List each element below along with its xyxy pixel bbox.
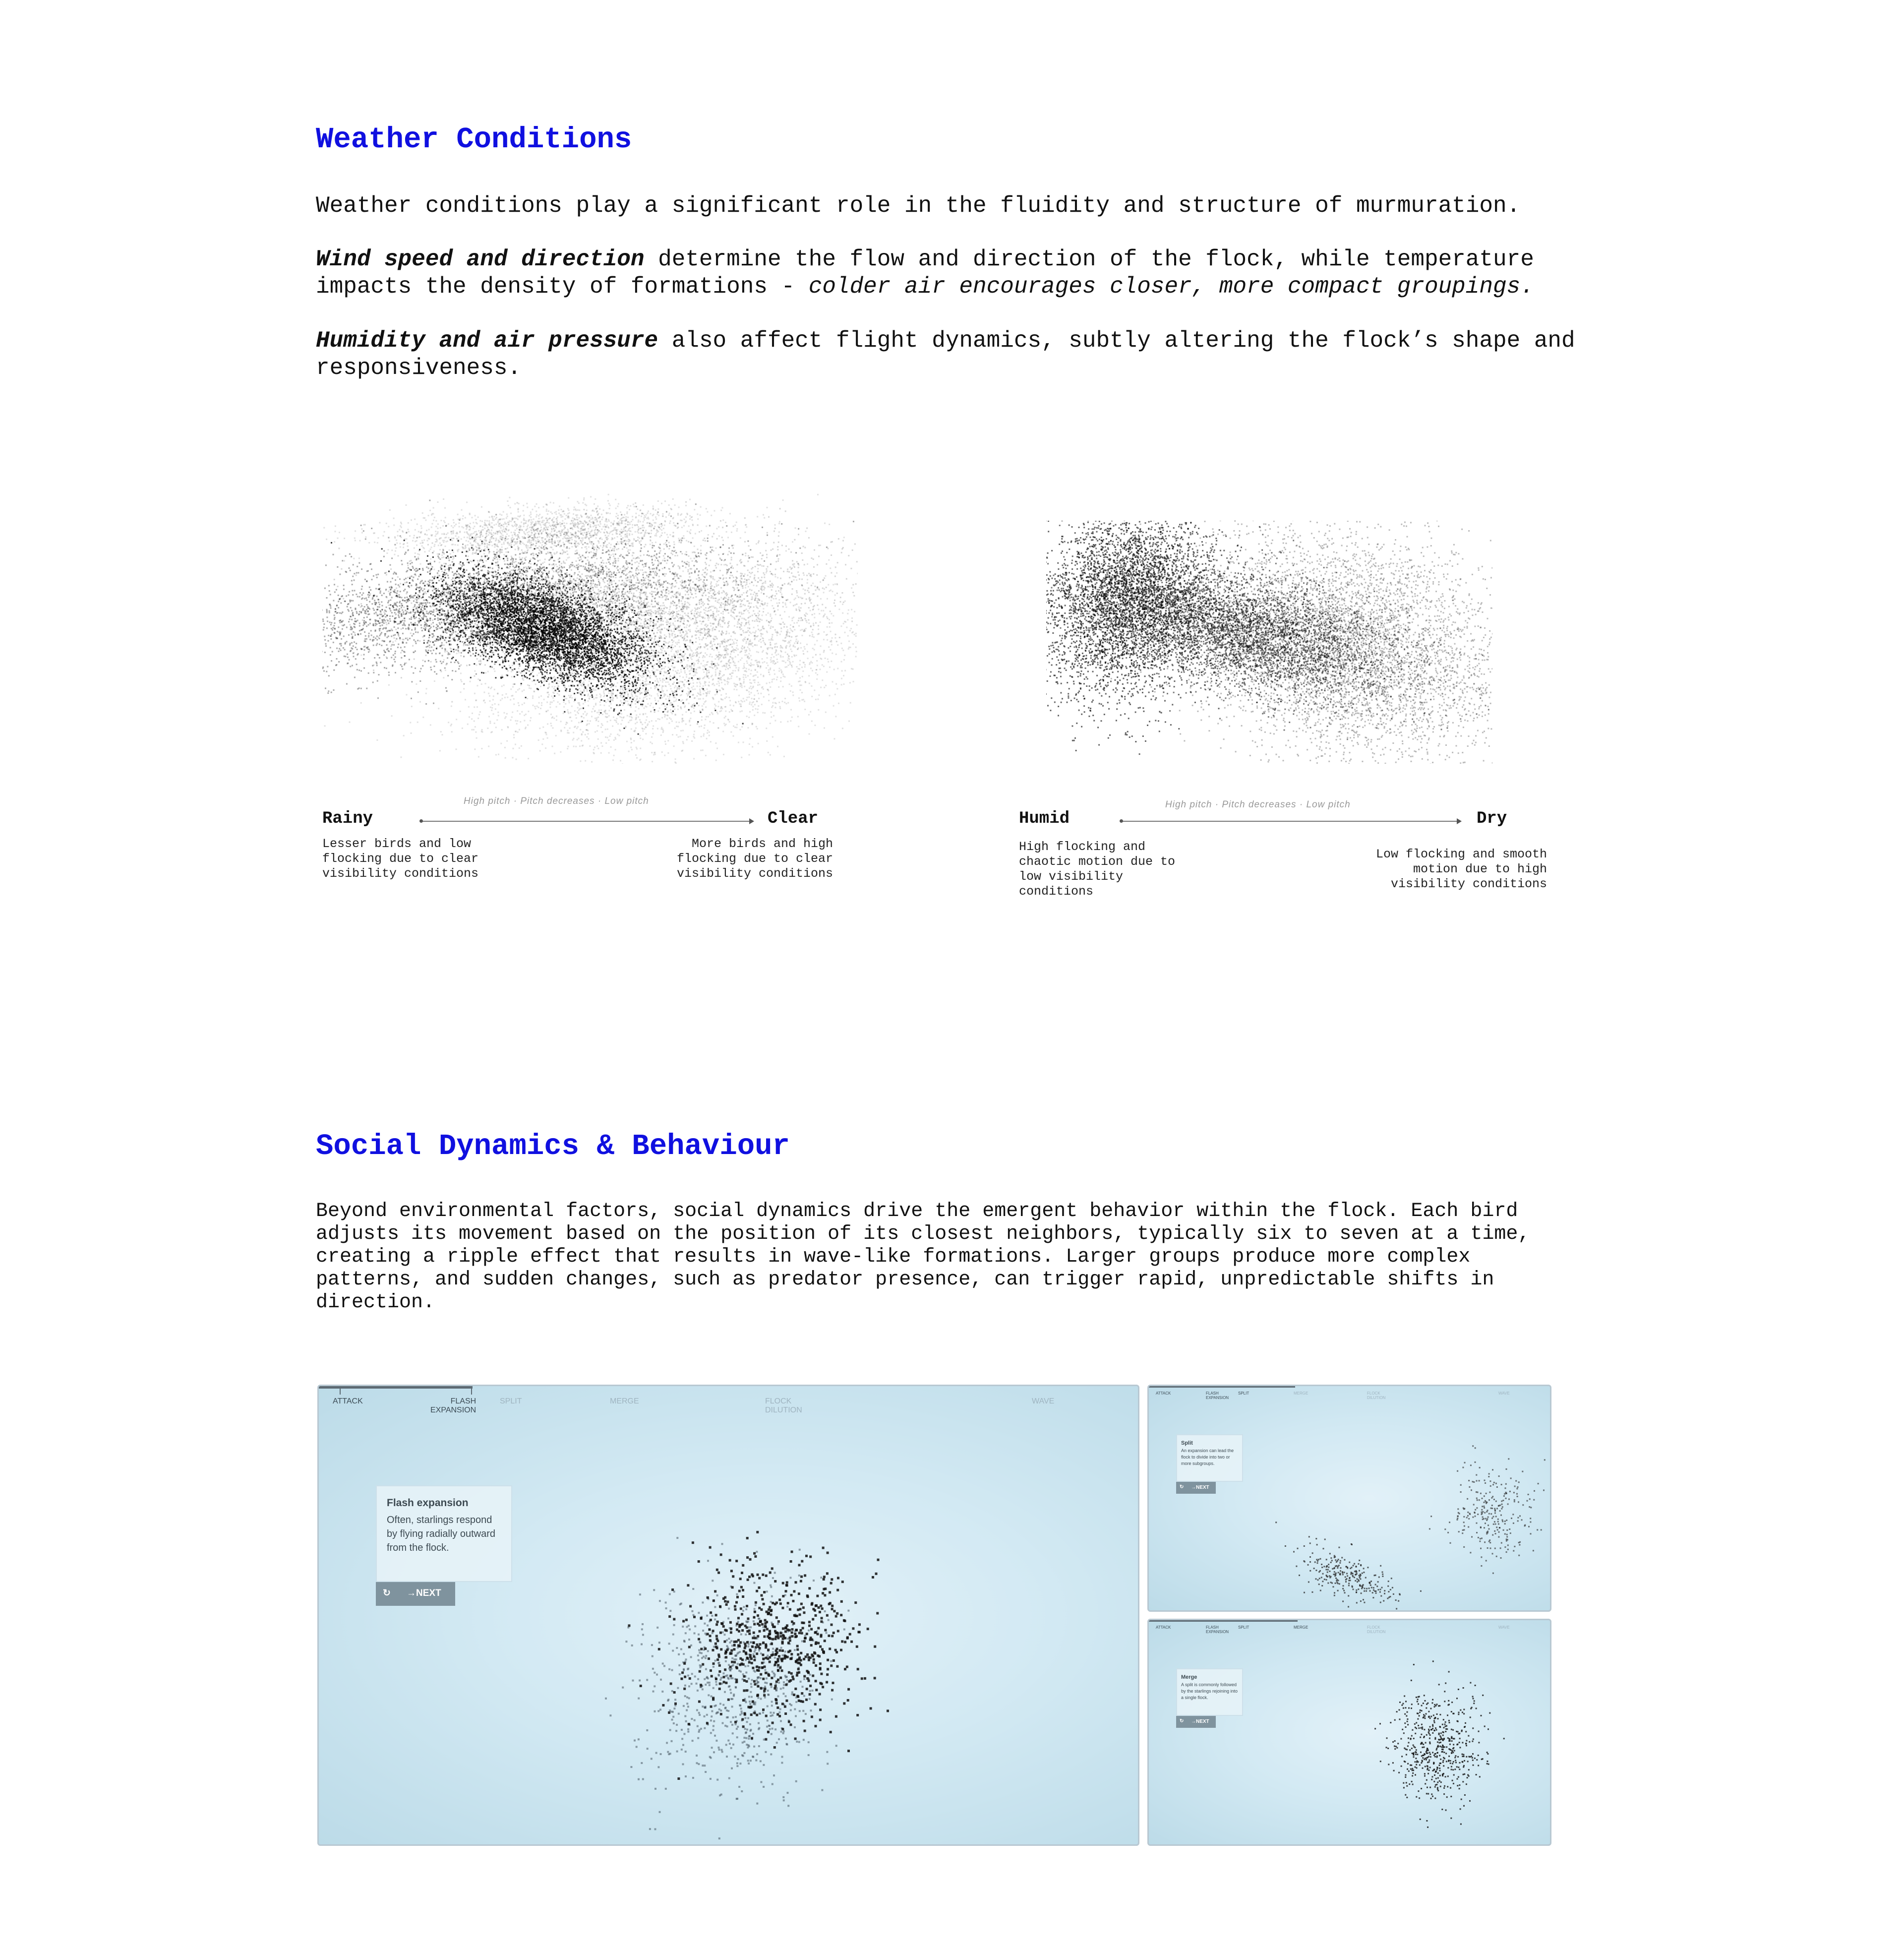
phase-merge[interactable]: MERGE (1294, 1625, 1308, 1630)
dry-description: Low flocking and smooth motion due to high visibility conditions (1334, 847, 1547, 892)
phase-flash-expansion[interactable]: FLASH EXPANSION (1206, 1625, 1229, 1634)
merge-flock (1149, 1620, 1550, 1844)
phase-split[interactable]: SPLIT (500, 1397, 522, 1406)
phase-merge[interactable]: MERGE (610, 1397, 639, 1406)
rainy-description: Lesser birds and low flocking due to clear visibility conditions (322, 837, 521, 881)
phase-wave[interactable]: WAVE (1032, 1397, 1054, 1406)
rainy-clear-flock-illustration (322, 491, 858, 764)
humid-description: High flocking and chaotic motion due to low visibility conditions (1019, 840, 1227, 899)
phase-flock-dilution[interactable]: FLOCK DILUTION (765, 1397, 802, 1415)
humid-label: Humid (1019, 809, 1070, 828)
phase-attack[interactable]: ATTACK (1156, 1391, 1171, 1396)
weather-intro: Weather conditions play a significant role in the fluidity and structure of murmuration. (316, 192, 1605, 220)
phase-flock-dilution[interactable]: FLOCK DILUTION (1367, 1625, 1385, 1634)
flash-expansion-simulation-panel[interactable] (317, 1385, 1139, 1846)
info-card-text: Often, starlings respond by flying radially outward from the flock. (387, 1513, 501, 1555)
rainy-pitch-caption: High pitch · Pitch decreases · Low pitch (464, 796, 649, 807)
split-flock (1149, 1386, 1550, 1610)
next-label: →NEXT (407, 1588, 441, 1599)
wind-emphasis: Wind speed and direction (316, 246, 645, 272)
next-label: →NEXT (1191, 1485, 1209, 1490)
phase-attack[interactable]: ATTACK (333, 1397, 363, 1406)
replay-icon[interactable]: ↻ (1180, 1484, 1184, 1490)
rainy-label: Rainy (322, 809, 373, 828)
phase-attack[interactable]: ATTACK (1156, 1625, 1171, 1630)
info-card-title: Split (1181, 1440, 1238, 1446)
phase-split[interactable]: SPLIT (1238, 1625, 1249, 1630)
social-paragraph: Beyond environmental factors, social dynamics drive the emergent behavior within the flock. Each bird adjusts its movement based on the position of its closest neighbors, typically six to seven at a time, creating a ripple effect that results in wave-like formations. Larger groups produce more complex patterns, and sudden changes, such as predator presence, can trigger rapid, unpredictable shifts in direction. (316, 1200, 1585, 1314)
phase-flash-expansion[interactable]: FLASH EXPANSION (1206, 1391, 1229, 1400)
weather-wind-paragraph (316, 246, 1555, 301)
clear-description: More birds and high flocking due to clear visibility conditions (635, 837, 833, 881)
rainy-clear-scale-arrow (421, 821, 751, 822)
humid-pitch-caption: High pitch · Pitch decreases · Low pitch (1165, 799, 1351, 810)
phase-flock-dilution[interactable]: FLOCK DILUTION (1367, 1391, 1385, 1400)
info-card-text: A split is commonly followed by the starlings rejoining into a single flock. (1181, 1682, 1238, 1701)
split-simulation-panel[interactable] (1147, 1385, 1551, 1612)
info-card-title: Merge (1181, 1674, 1238, 1680)
flash-expansion-flock (319, 1386, 1138, 1844)
dry-label: Dry (1477, 809, 1507, 828)
clear-label: Clear (768, 809, 818, 828)
wind-text: determine the flow and direction of the flock, while temperature impacts the density of formations - (316, 246, 1547, 300)
phase-merge[interactable]: MERGE (1294, 1391, 1308, 1396)
humid-dry-scale-arrow (1122, 821, 1459, 822)
social-heading: Social Dynamics & Behaviour (316, 1130, 790, 1163)
humid-dry-flock-illustration (1046, 521, 1492, 764)
phase-wave[interactable]: WAVE (1498, 1625, 1510, 1630)
replay-icon[interactable]: ↻ (1180, 1718, 1184, 1724)
humidity-text: also affect flight dynamics, subtly altering the flock’s shape and responsiveness. (316, 328, 1589, 381)
humidity-emphasis: Humidity and air pressure (316, 328, 658, 354)
info-card-title: Flash expansion (387, 1497, 501, 1509)
phase-wave[interactable]: WAVE (1498, 1391, 1510, 1396)
replay-icon[interactable]: ↻ (383, 1587, 391, 1599)
weather-heading: Weather Conditions (316, 123, 632, 156)
phase-split[interactable]: SPLIT (1238, 1391, 1249, 1396)
wind-italic: colder air encourages closer, more compact groupings. (809, 274, 1534, 300)
merge-simulation-panel[interactable] (1147, 1619, 1551, 1846)
weather-humidity-paragraph (316, 327, 1605, 382)
next-label: →NEXT (1191, 1719, 1209, 1724)
info-card-text: An expansion can lead the flock to divide into two or more subgroups. (1181, 1448, 1238, 1467)
phase-flash-expansion[interactable]: FLASH EXPANSION (430, 1397, 476, 1415)
